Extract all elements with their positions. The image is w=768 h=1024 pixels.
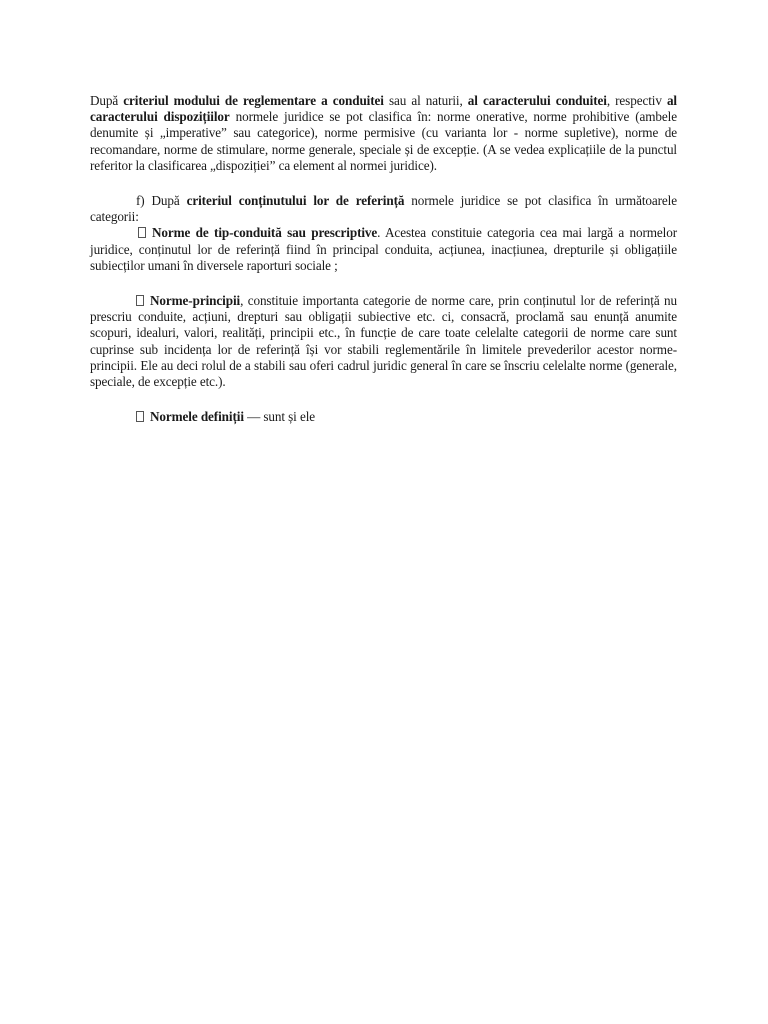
text: După — [90, 93, 124, 108]
bold-term: al caracterului conduitei — [467, 93, 607, 108]
text: f) După — [136, 193, 187, 209]
text: sau al naturii, — [383, 93, 468, 108]
bold-term: criteriul modului de reglementare a conduitei — [123, 93, 384, 108]
bold-term: Norme de tip-conduită sau prescriptive — [152, 225, 378, 241]
text: , respectiv — [606, 93, 667, 108]
bold-term: criteriul conținutului lor de referință — [186, 193, 405, 209]
bullet-icon — [138, 227, 146, 238]
paragraph-section-f — [90, 193, 677, 225]
bold-term: al caracterului dispozițiilor — [90, 93, 677, 125]
paragraph-classification-conduct — [90, 93, 677, 174]
bullet-icon — [136, 411, 144, 422]
text: — sunt și ele — [243, 409, 316, 425]
bold-term: Norme-principii — [150, 293, 241, 309]
bold-term: Normele definiții — [150, 409, 244, 425]
document-page — [90, 93, 677, 425]
text: normele juridice se pot clasifica în următoarele categorii: — [90, 193, 678, 225]
list-item-definition-norms — [90, 409, 677, 425]
list-item-prescriptive-norms — [90, 225, 677, 274]
bullet-icon — [136, 295, 144, 306]
text: . Acestea constituie categoria cea mai largă a normelor juridice, conținutul lor de referință fiind în principal conduita, acțiunea, inacțiunea, drepturile și obligațiile subiecților umani în diversele raporturi sociale ; — [90, 225, 677, 273]
text: , constituie importanta categorie de norme care, prin conținutul lor de referință nu prescriu conduite, acțiuni, drepturi sau obligații subiective etc. ci, consacră, proclamă sau enunță anumite scopuri, idealuri, valori, realități, principii etc., în funcție de care toate celelalte categorii de norme care sunt cuprinse sub incidența lor de referință își vor stabili reglementările în limitele prevederilor acestor norme-principii. Ele au deci rolul de a stabili sau oferi cadrul juridic general în care se înscriu celelalte norme (generale, speciale, de excepție etc.). — [90, 293, 677, 390]
text: normele juridice se pot clasifica în: norme onerative, norme prohibitive (ambele denumite și „imperative” sau categorice), norme permisive (cu varianta lor - norme supletive), norme de recomandare, norme de stimulare, norme generale, speciale și de excepție. (A se vedea explicațiile de la punctul referitor la clasificarea „dispoziției” ca element al normei juridice). — [90, 109, 677, 173]
list-item-principle-norms — [90, 293, 677, 390]
